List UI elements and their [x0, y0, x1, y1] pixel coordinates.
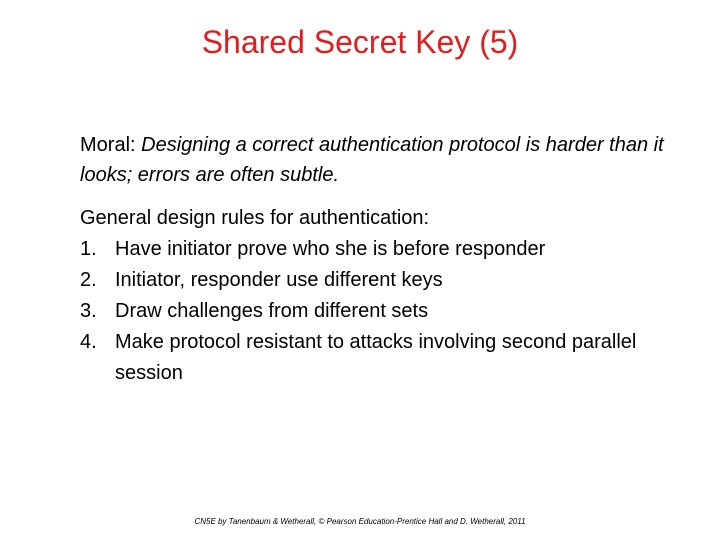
moral-paragraph — [80, 130, 680, 190]
moral-text: Designing a correct authentication protocol is harder than it looks; errors are often subtle. — [80, 134, 664, 186]
rules-heading: General design rules for authentication: — [80, 207, 430, 229]
rule-number: 1. — [80, 238, 97, 260]
rule-text: Initiator, responder use different keys — [115, 269, 443, 291]
moral-label: Moral: — [80, 134, 142, 156]
rule-text: Draw challenges from different sets — [115, 300, 429, 322]
rule-text: Have initiator prove who she is before responder — [115, 238, 546, 260]
rule-number: 3. — [80, 300, 97, 322]
rule-number: 4. — [80, 331, 97, 353]
rule-item — [80, 265, 680, 296]
rule-list — [80, 234, 680, 389]
rule-number: 2. — [80, 269, 97, 291]
design-rules — [80, 203, 680, 389]
rule-text: Make protocol resistant to attacks involving second parallel session — [115, 331, 637, 384]
rule-item — [80, 234, 680, 265]
rule-item — [80, 296, 680, 327]
rule-item — [80, 327, 680, 389]
footer-credit: CN5E by Tanenbaum & Wetherall, © Pearson Education-Prentice Hall and D. Wetherall, 2011 — [194, 517, 526, 526]
slide-title: Shared Secret Key (5) — [201, 24, 519, 60]
